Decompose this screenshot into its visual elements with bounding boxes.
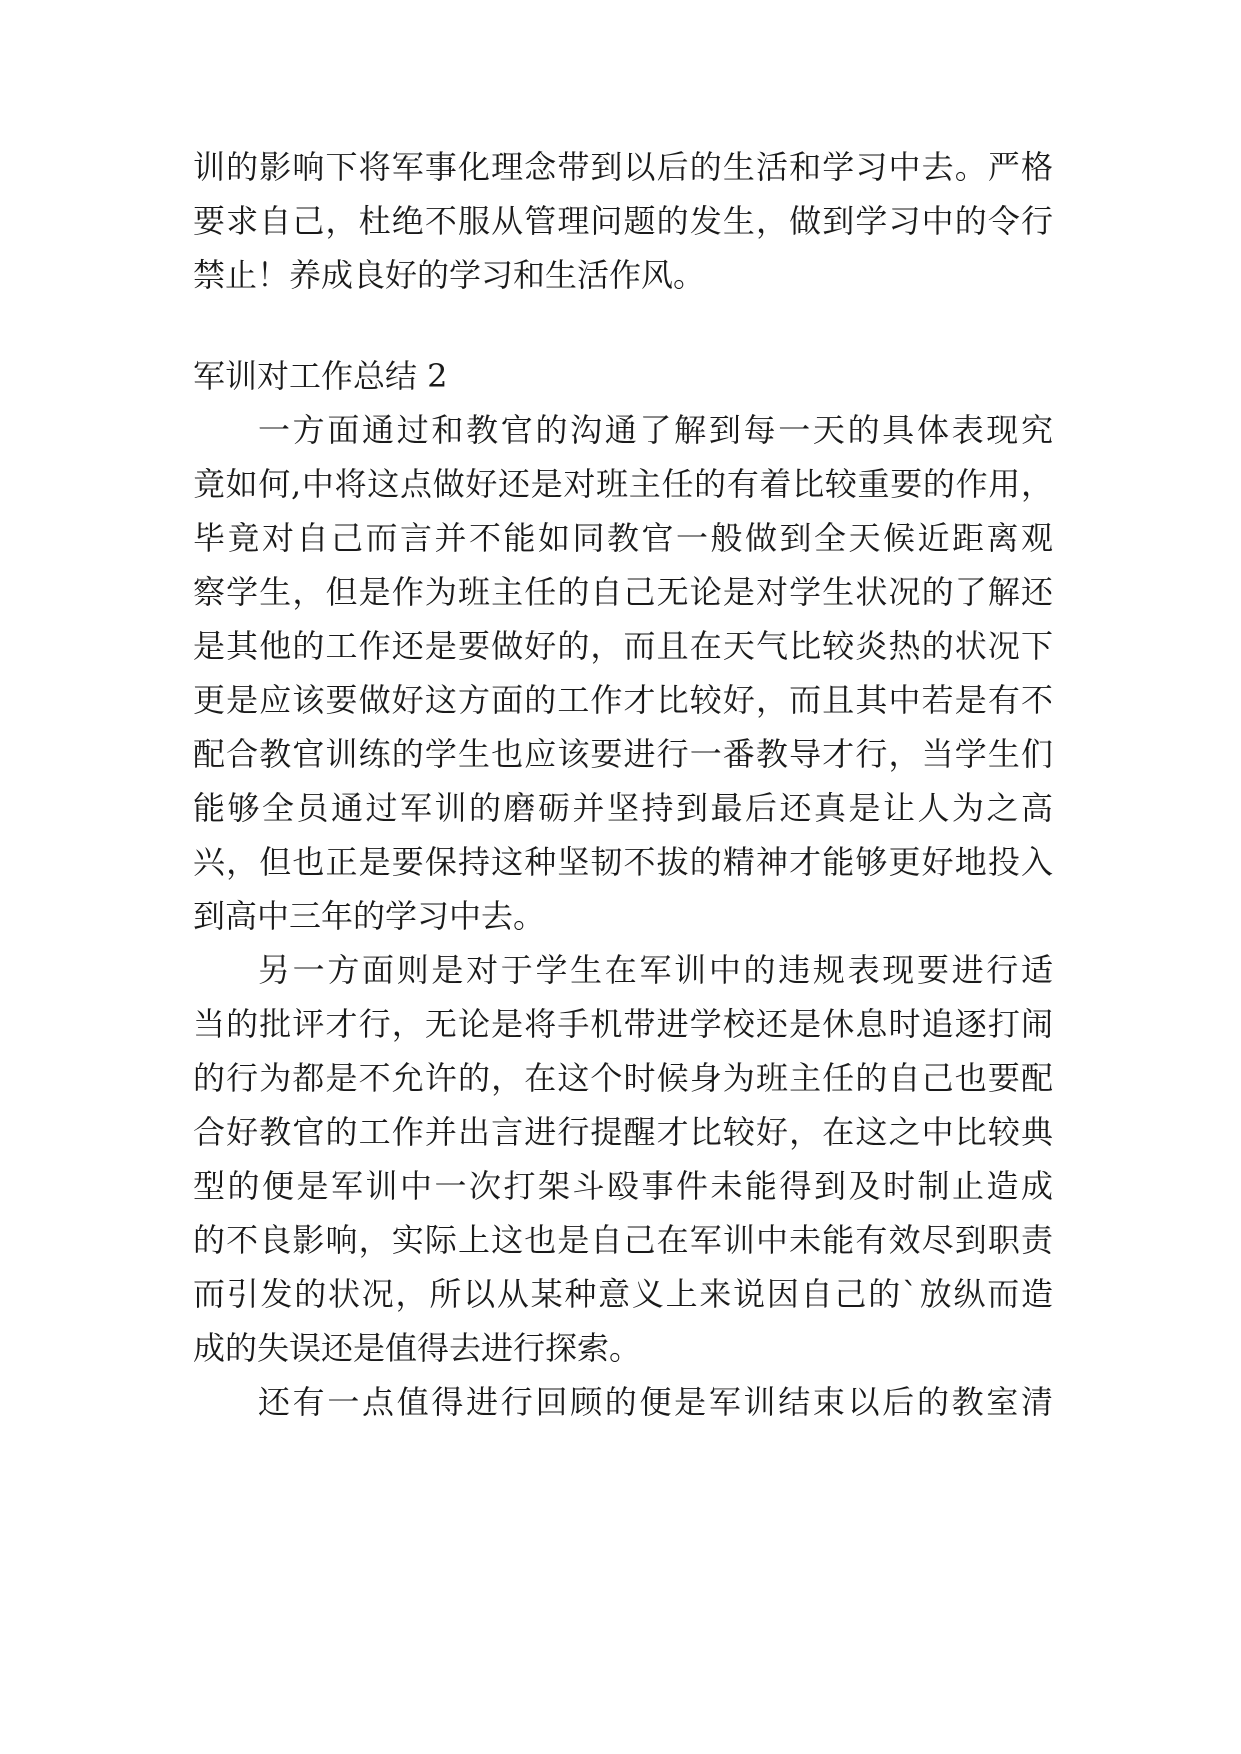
text-line: 是其他的工作还是要做好的，而且在天气比较炎热的状况下	[193, 627, 1053, 665]
text-line: 的不良影响，实际上这也是自己在军训中未能有效尽到职责	[193, 1221, 1053, 1259]
text-line: 更是应该要做好这方面的工作才比较好，而且其中若是有不	[193, 681, 1053, 719]
text-line: 配合教官训练的学生也应该要进行一番教导才行，当学生们	[193, 735, 1053, 773]
text-line: 的行为都是不允许的，在这个时候身为班主任的自己也要配	[193, 1059, 1053, 1097]
text-line: 成的失误还是值得去进行探索。	[193, 1329, 642, 1367]
section-heading: 军训对工作总结 2	[193, 357, 448, 395]
text-line: 要求自己，杜绝不服从管理问题的发生，做到学习中的令行	[193, 202, 1053, 240]
text-line: 训的影响下将军事化理念带到以后的生活和学习中去。严格	[193, 148, 1053, 186]
text-line: 毕竟对自己而言并不能如同教官一般做到全天候近距离观	[193, 519, 1053, 557]
text-line: 型的便是军训中一次打架斗殴事件未能得到及时制止造成	[193, 1167, 1053, 1205]
text-line: 能够全员通过军训的磨砺并坚持到最后还真是让人为之高	[193, 789, 1053, 827]
text-line: 合好教官的工作并出言进行提醒才比较好，在这之中比较典	[193, 1113, 1053, 1151]
text-line: 兴，但也正是要保持这种坚韧不拔的精神才能够更好地投入	[193, 843, 1053, 881]
text-line: 而引发的状况，所以从某种意义上来说因自己的`放纵而造	[193, 1275, 1053, 1313]
text-line: 当的批评才行，无论是将手机带进学校还是休息时追逐打闹	[193, 1005, 1053, 1043]
text-line: 到高中三年的学习中去。	[193, 897, 546, 935]
text-line: 禁止！养成良好的学习和生活作风。	[193, 256, 706, 294]
text-line: 察学生，但是作为班主任的自己无论是对学生状况的了解还	[193, 573, 1053, 611]
text-line: 还有一点值得进行回顾的便是军训结束以后的教室清	[258, 1383, 1053, 1421]
text-line: 另一方面则是对于学生在军训中的违规表现要进行适	[258, 951, 1053, 989]
text-line: 竟如何,中将这点做好还是对班主任的有着比较重要的作用，	[193, 465, 1053, 503]
text-line: 一方面通过和教官的沟通了解到每一天的具体表现究	[258, 411, 1053, 449]
